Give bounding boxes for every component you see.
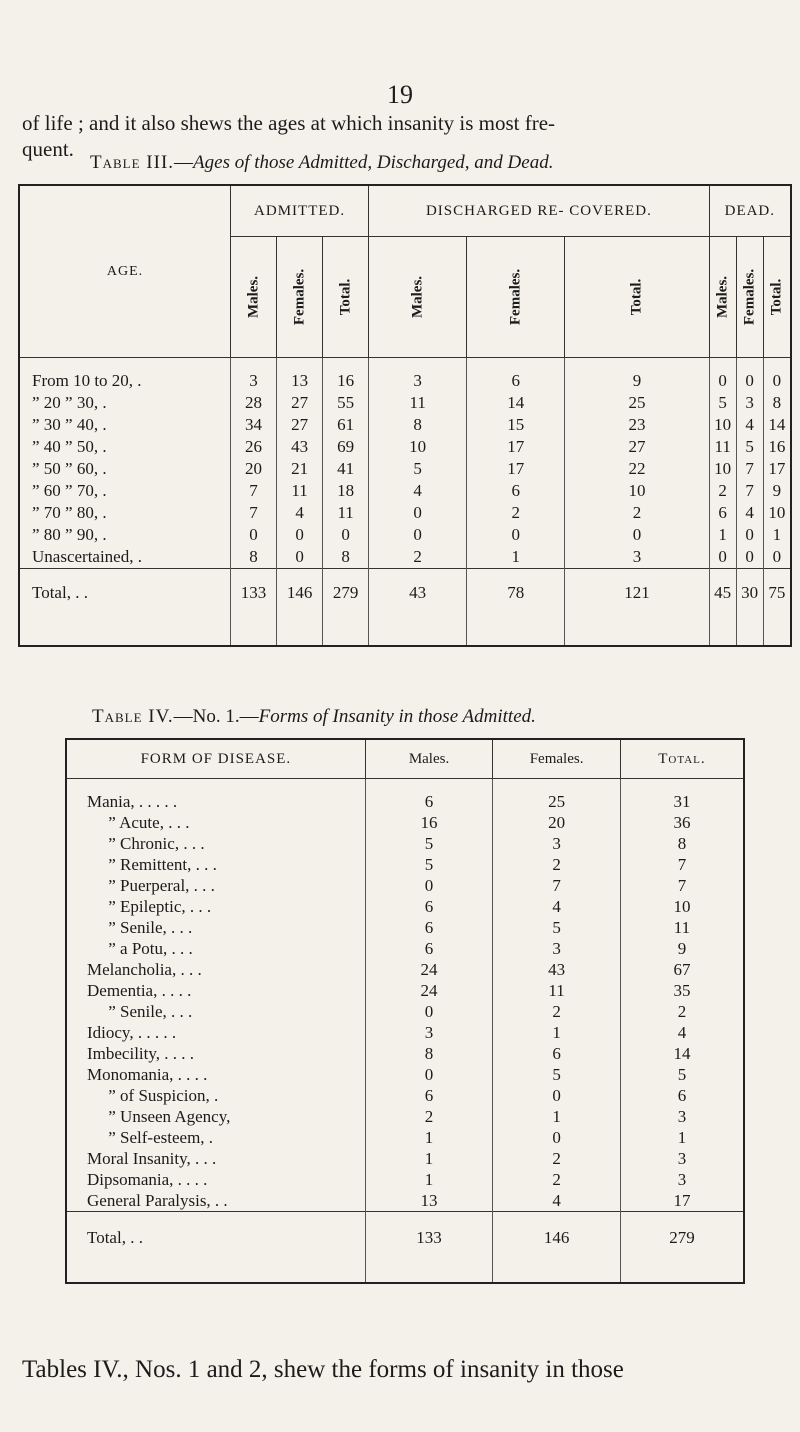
row-label: Dementia, . . . .	[87, 980, 192, 1000]
disease-row	[66, 833, 744, 854]
cell-value: 0	[277, 524, 323, 546]
disease-row	[66, 854, 744, 875]
cell-value: 6	[493, 1043, 621, 1064]
row-label: From 10 to 20, .	[32, 371, 142, 390]
cell-value: 17	[620, 1190, 744, 1212]
cell-value: 4	[736, 502, 763, 524]
row-label: ” Senile, . . .	[87, 1001, 193, 1021]
cell-value: 1	[493, 1022, 621, 1043]
cell-value: 14	[467, 392, 565, 414]
group-header-admitted: ADMITTED.	[231, 185, 369, 237]
cell-value: 7	[493, 875, 621, 896]
cell-value: 5	[365, 833, 493, 854]
cell-value: 0	[231, 524, 277, 546]
cell-value: 24	[365, 980, 493, 1001]
disease-row	[66, 1043, 744, 1064]
cell-value: 20	[493, 812, 621, 833]
age-row	[19, 502, 791, 524]
cell-value: 11	[277, 480, 323, 502]
cell-value: 10	[565, 480, 709, 502]
row-label: Monomania, . . . .	[87, 1064, 208, 1084]
cell-value: 11	[369, 392, 467, 414]
cell-value: 4	[736, 414, 763, 436]
cell-value: 6	[709, 502, 736, 524]
disease-row	[66, 1064, 744, 1085]
cell-value: 1	[365, 1169, 493, 1190]
cell-value: 0	[323, 524, 369, 546]
cell-value: 5	[493, 917, 621, 938]
table4-title-prefix: —No. 1.—	[173, 706, 259, 727]
row-label: ” Chronic, . . .	[87, 833, 205, 853]
cell-value: 13	[365, 1190, 493, 1212]
disease-row	[66, 1022, 744, 1043]
cell-value: 0	[763, 546, 791, 569]
cell-value: 13	[277, 358, 323, 393]
cell-value: 5	[369, 458, 467, 480]
cell-value: 2	[493, 1001, 621, 1022]
age-row	[19, 546, 791, 569]
table4-caption	[92, 706, 536, 728]
cell-value: 4	[493, 896, 621, 917]
group-header-dead: DEAD.	[709, 185, 791, 237]
cell-value: 25	[565, 392, 709, 414]
age-row	[19, 392, 791, 414]
cell-value: 75	[763, 569, 791, 647]
cell-value: 2	[369, 546, 467, 569]
cell-value: 5	[620, 1064, 744, 1085]
header-total: Total.	[620, 739, 744, 779]
cell-value: 2	[709, 480, 736, 502]
sub-header-males: Males.	[709, 237, 736, 358]
cell-value: 8	[323, 546, 369, 569]
cell-value: 78	[467, 569, 565, 647]
cell-value: 20	[231, 458, 277, 480]
cell-value: 31	[620, 779, 744, 813]
cell-value: 5	[365, 854, 493, 875]
row-label: ” 20 ” 30, .	[32, 393, 107, 412]
cell-value: 36	[620, 812, 744, 833]
sub-header-females: Females.	[467, 237, 565, 358]
cell-value: 3	[365, 1022, 493, 1043]
disease-row	[66, 1148, 744, 1169]
cell-value: 3	[620, 1169, 744, 1190]
cell-value: 1	[493, 1106, 621, 1127]
cell-value: 8	[620, 833, 744, 854]
table3-label: Table III.	[90, 152, 175, 173]
cell-value: 3	[620, 1106, 744, 1127]
cell-value: 3	[620, 1148, 744, 1169]
cell-value: 2	[493, 1148, 621, 1169]
cell-value: 9	[763, 480, 791, 502]
row-label: ” Epileptic, . . .	[87, 896, 212, 916]
cell-value: 8	[231, 546, 277, 569]
row-label: Mania, . . . . .	[87, 791, 178, 811]
cell-value: 11	[709, 436, 736, 458]
cell-value: 0	[493, 1127, 621, 1148]
disease-row	[66, 938, 744, 959]
cell-value: 0	[277, 546, 323, 569]
row-label: ” Puerperal, . . .	[87, 875, 215, 895]
cell-value: 1	[709, 524, 736, 546]
cell-value: 11	[323, 502, 369, 524]
cell-value: 21	[277, 458, 323, 480]
cell-value: 2	[565, 502, 709, 524]
cell-value: 5	[709, 392, 736, 414]
cell-value: 2	[493, 854, 621, 875]
sub-header-females: Females.	[736, 237, 763, 358]
cell-value: 8	[369, 414, 467, 436]
cell-value: 11	[493, 980, 621, 1001]
cell-value: 7	[620, 875, 744, 896]
row-label: ” 40 ” 50, .	[32, 437, 107, 456]
cell-value: 4	[369, 480, 467, 502]
row-label: ” 60 ” 70, .	[32, 481, 107, 500]
cell-value: 7	[620, 854, 744, 875]
table3-title: Ages of those Admitted, Discharged, and Dead.	[193, 152, 554, 173]
closing-paragraph: Tables IV., Nos. 1 and 2, shew the forms of insanity in those	[22, 1356, 624, 1383]
cell-value: 18	[323, 480, 369, 502]
cell-value: 27	[565, 436, 709, 458]
cell-value: 0	[369, 502, 467, 524]
disease-row	[66, 1106, 744, 1127]
cell-value: 7	[736, 458, 763, 480]
intro-line: of life ; and it also shews the ages at which insanity is most fre-	[22, 111, 556, 135]
cell-value: 69	[323, 436, 369, 458]
cell-value: 0	[493, 1085, 621, 1106]
cell-value: 27	[277, 392, 323, 414]
row-label: Unascertained, .	[32, 547, 142, 566]
cell-value: 16	[365, 812, 493, 833]
row-label: Melancholia, . . .	[87, 959, 202, 979]
row-label: Moral Insanity, . . .	[87, 1148, 217, 1168]
cell-value: 5	[736, 436, 763, 458]
cell-value: 0	[365, 1064, 493, 1085]
cell-value: 1	[365, 1148, 493, 1169]
age-header: AGE.	[19, 185, 231, 358]
sub-header-total: Total.	[763, 237, 791, 358]
cell-value: 28	[231, 392, 277, 414]
cell-value: 3	[736, 392, 763, 414]
cell-value: 0	[369, 524, 467, 546]
row-label: ” 30 ” 40, .	[32, 415, 107, 434]
cell-value: 146	[493, 1212, 621, 1284]
cell-value: 6	[467, 480, 565, 502]
table4-title: Forms of Insanity in those Admitted.	[258, 706, 536, 727]
total-row	[66, 1212, 744, 1284]
cell-value: 6	[467, 358, 565, 393]
cell-value: 4	[620, 1022, 744, 1043]
disease-row	[66, 1169, 744, 1190]
cell-value: 17	[763, 458, 791, 480]
cell-value: 6	[365, 896, 493, 917]
cell-value: 1	[467, 546, 565, 569]
row-label: ” 50 ” 60, .	[32, 459, 107, 478]
cell-value: 1	[763, 524, 791, 546]
group-header-discharged: DISCHARGED RE- COVERED.	[369, 185, 710, 237]
cell-value: 2	[493, 1169, 621, 1190]
disease-row	[66, 779, 744, 813]
cell-value: 6	[620, 1085, 744, 1106]
cell-value: 43	[369, 569, 467, 647]
cell-value: 0	[467, 524, 565, 546]
cell-value: 10	[709, 414, 736, 436]
cell-value: 0	[736, 358, 763, 393]
cell-value: 7	[231, 480, 277, 502]
header-females: Females.	[493, 739, 621, 779]
cell-value: 3	[493, 833, 621, 854]
cell-value: 3	[369, 358, 467, 393]
cell-value: 30	[736, 569, 763, 647]
disease-row	[66, 1085, 744, 1106]
row-label: ” Self-esteem, .	[87, 1127, 214, 1147]
age-row	[19, 524, 791, 546]
cell-value: 279	[620, 1212, 744, 1284]
age-row	[19, 414, 791, 436]
table-forms	[65, 738, 745, 1284]
cell-value: 6	[365, 1085, 493, 1106]
sub-header-total: Total.	[323, 237, 369, 358]
cell-value: 0	[736, 546, 763, 569]
sub-header-total: Total.	[565, 237, 709, 358]
cell-value: 1	[365, 1127, 493, 1148]
cell-value: 7	[736, 480, 763, 502]
cell-value: 7	[231, 502, 277, 524]
header-form-of-disease: FORM OF DISEASE.	[66, 739, 365, 779]
age-row	[19, 358, 791, 393]
sub-header-females: Females.	[277, 237, 323, 358]
cell-value: 0	[709, 358, 736, 393]
row-label: Imbecility, . . . .	[87, 1043, 195, 1063]
row-label: Dipsomania, . . . .	[87, 1169, 208, 1189]
age-row	[19, 436, 791, 458]
cell-value: 6	[365, 779, 493, 813]
disease-row	[66, 812, 744, 833]
cell-value: 3	[231, 358, 277, 393]
cell-value: 23	[565, 414, 709, 436]
total-row	[19, 569, 791, 647]
disease-row	[66, 959, 744, 980]
row-label: ” Unseen Agency,	[87, 1106, 231, 1126]
cell-value: 27	[277, 414, 323, 436]
cell-value: 25	[493, 779, 621, 813]
row-label: ” Acute, . . .	[87, 812, 190, 832]
row-label: Total, . .	[19, 569, 231, 647]
cell-value: 9	[565, 358, 709, 393]
cell-value: 121	[565, 569, 709, 647]
cell-value: 10	[763, 502, 791, 524]
cell-value: 6	[365, 938, 493, 959]
cell-value: 14	[620, 1043, 744, 1064]
cell-value: 279	[323, 569, 369, 647]
cell-value: 61	[323, 414, 369, 436]
cell-value: 67	[620, 959, 744, 980]
cell-value: 43	[493, 959, 621, 980]
cell-value: 17	[467, 436, 565, 458]
cell-value: 8	[763, 392, 791, 414]
cell-value: 43	[277, 436, 323, 458]
cell-value: 4	[493, 1190, 621, 1212]
cell-value: 15	[467, 414, 565, 436]
cell-value: 2	[365, 1106, 493, 1127]
intro-line: quent.	[22, 137, 74, 161]
cell-value: 10	[709, 458, 736, 480]
disease-row	[66, 980, 744, 1001]
disease-row	[66, 1127, 744, 1148]
cell-value: 1	[620, 1127, 744, 1148]
sub-header-males: Males.	[369, 237, 467, 358]
row-label: General Paralysis, . .	[87, 1190, 228, 1210]
header-males: Males.	[365, 739, 493, 779]
cell-value: 16	[323, 358, 369, 393]
cell-value: 2	[467, 502, 565, 524]
cell-value: 8	[365, 1043, 493, 1064]
row-label: ” Senile, . . .	[87, 917, 193, 937]
cell-value: 17	[467, 458, 565, 480]
cell-value: 45	[709, 569, 736, 647]
age-row	[19, 458, 791, 480]
cell-value: 0	[763, 358, 791, 393]
row-label: ” Remittent, . . .	[87, 854, 217, 874]
row-label: ” of Suspicion, .	[87, 1085, 219, 1105]
row-label: ” 70 ” 80, .	[32, 503, 107, 522]
cell-value: 3	[493, 938, 621, 959]
cell-value: 2	[620, 1001, 744, 1022]
cell-value: 22	[565, 458, 709, 480]
table-ages	[18, 184, 792, 647]
sub-header-males: Males.	[231, 237, 277, 358]
cell-value: 14	[763, 414, 791, 436]
disease-row	[66, 875, 744, 896]
table3-caption: Table III.—Ages of those Admitted, Discharged, and Dead.	[90, 152, 554, 173]
cell-value: 34	[231, 414, 277, 436]
cell-value: 26	[231, 436, 277, 458]
table4-label: Table IV.	[92, 706, 174, 727]
cell-value: 0	[365, 1001, 493, 1022]
cell-value: 4	[277, 502, 323, 524]
cell-value: 133	[231, 569, 277, 647]
cell-value: 10	[369, 436, 467, 458]
disease-row	[66, 1190, 744, 1212]
cell-value: 0	[709, 546, 736, 569]
row-label: ” a Potu, . . .	[87, 938, 193, 958]
cell-value: 0	[365, 875, 493, 896]
cell-value: 10	[620, 896, 744, 917]
row-label: Idiocy, . . . . .	[87, 1022, 177, 1042]
cell-value: 146	[277, 569, 323, 647]
cell-value: 11	[620, 917, 744, 938]
disease-row	[66, 1001, 744, 1022]
cell-value: 133	[365, 1212, 493, 1284]
cell-value: 35	[620, 980, 744, 1001]
cell-value: 0	[565, 524, 709, 546]
cell-value: 41	[323, 458, 369, 480]
row-label: ” 80 ” 90, .	[32, 525, 107, 544]
cell-value: 24	[365, 959, 493, 980]
cell-value: 6	[365, 917, 493, 938]
disease-row	[66, 917, 744, 938]
cell-value: 16	[763, 436, 791, 458]
cell-value: 9	[620, 938, 744, 959]
disease-row	[66, 896, 744, 917]
cell-value: 5	[493, 1064, 621, 1085]
row-label: Total, . .	[66, 1212, 365, 1284]
cell-value: 3	[565, 546, 709, 569]
page-number: 19	[387, 80, 413, 109]
cell-value: 55	[323, 392, 369, 414]
age-row	[19, 480, 791, 502]
cell-value: 0	[736, 524, 763, 546]
